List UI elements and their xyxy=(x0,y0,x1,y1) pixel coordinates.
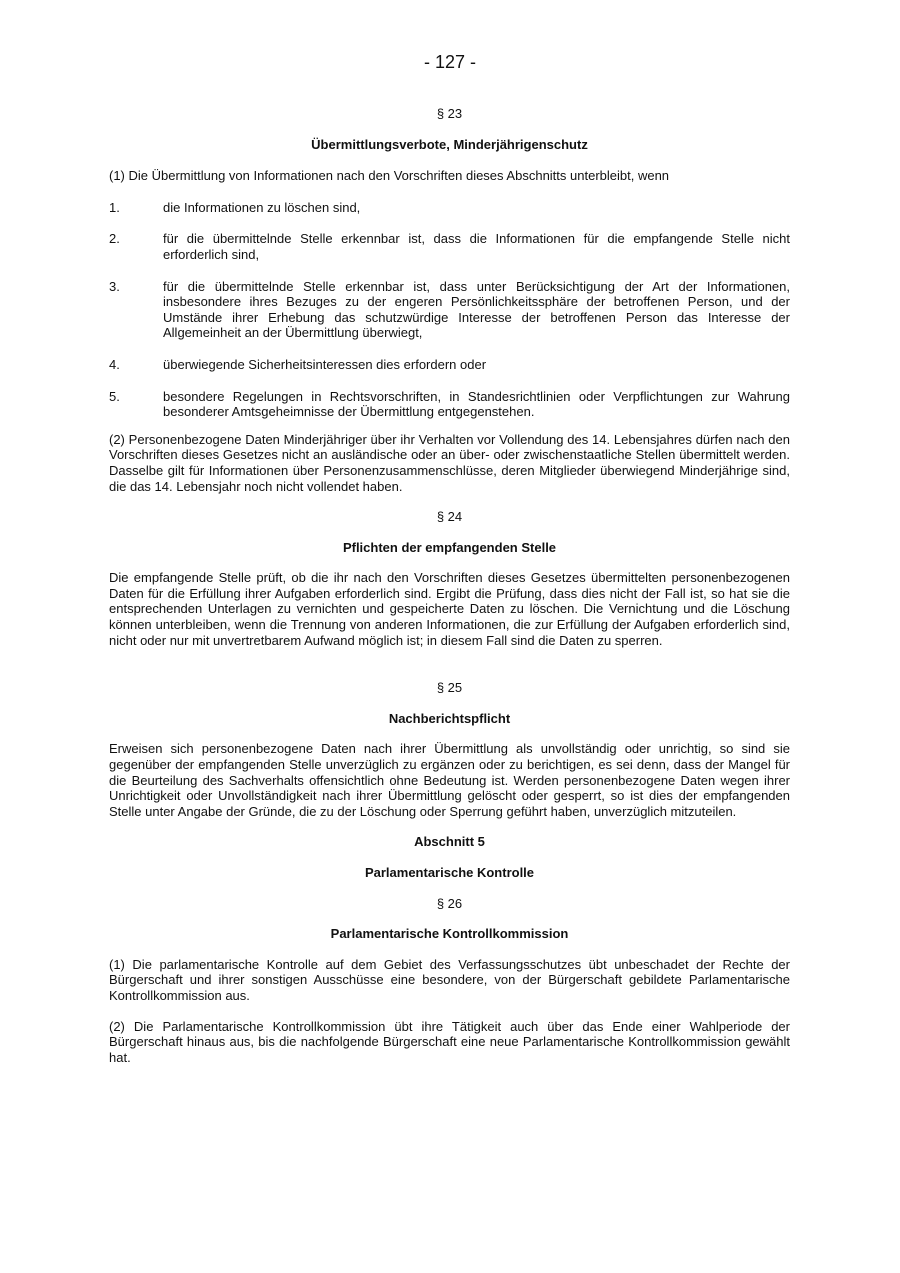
list-item-text: die Informationen zu löschen sind, xyxy=(163,199,361,215)
section-26-paragraph-2: (2) Die Parlamentarische Kontrollkommission übt ihre Tätigkeit auch über das Ende einer Wahlperiode der Bürgerschaft hinaus aus, bis die nachfolgende Bürgerschaft eine neue Parlamentarische Kontrollkommission gewählt hat. xyxy=(109,1018,790,1065)
section-26-number: § 26 xyxy=(436,895,463,911)
list-item-number: 5. xyxy=(109,388,120,404)
chapter-label: Abschnitt 5 xyxy=(414,834,485,850)
section-26-paragraph-1: (1) Die parlamentarische Kontrolle auf dem Gebiet des Verfassungsschutzes übt unbeschadet der Rechte der Bürgerschaft und ihrer sonstigen Ausschüsse eine besondere, von der Bürgerschaft gebildete Parlamentarische Kontrollkommission aus. xyxy=(109,956,790,1003)
section-23-number: § 23 xyxy=(436,106,463,121)
list-item xyxy=(109,357,790,373)
section-25-text: Erweisen sich personenbezogene Daten nach ihrer Übermittlung als unvollständig oder unrichtig, so sind sie gegenüber der empfangenden Stelle unverzüglich zu ergänzen oder zu berichtigen, es sei denn, dass der Mangel für die Beurteilung des Sachverhalts offensichtlich ohne Bedeutung ist. Werden personenbezogene Daten wegen ihrer Unrichtigkeit oder Unvollständigkeit nach ihrer Übermittlung gelöscht oder gesperrt, so ist dies der empfangenden Stelle unter Angabe der Gründe, die zu der Löschung oder Sperrung geführt haben, unverzüglich mitzuteilen. xyxy=(109,741,790,819)
list-item xyxy=(109,389,790,420)
page-number: - 127 - xyxy=(423,52,477,72)
list-item-text: besondere Regelungen in Rechtsvorschriften, in Standesrichtlinien oder Verpflichtungen zur Wahrung besonderer Amtsgeheimnisse der Übermittlung entgegenstehen. xyxy=(163,388,790,420)
list-item-text: für die übermittelnde Stelle erkennbar ist, dass unter Berücksichtigung der Art der Informationen, insbesondere ihres Bezuges zu der engeren Persönlichkeitssphäre der betroffenen Person, und der Umstände ihrer Erhebung das schutzwürdige Interesse der betroffenen Person das Interesse der Allgemeinheit an der Übermittlung überwiegt, xyxy=(163,278,790,341)
section-25-number: § 25 xyxy=(436,680,463,696)
list-item-number: 1. xyxy=(109,199,120,215)
list-item xyxy=(109,200,790,216)
list-item-number: 4. xyxy=(109,356,120,372)
list-item xyxy=(109,279,790,341)
document-body xyxy=(109,106,790,1065)
section-26-title: Parlamentarische Kontrollkommission xyxy=(330,926,569,942)
section-23-title: Übermittlungsverbote, Minderjährigenschutz xyxy=(311,136,588,152)
section-24-text: Die empfangende Stelle prüft, ob die ihr nach den Vorschriften dieses Gesetzes übermittelten personenbezogenen Daten für die Erfüllung ihrer Aufgaben erforderlich sind. Ergibt die Prüfung, dass dies nicht der Fall ist, so hat sie die entsprechenden Unterlagen zu vernichten und gespeicherte Daten zu löschen. Die Vernichtung und die Löschung können unterbleiben, wenn die Trennung von anderen Informationen, die zur Erfüllung der Aufgaben erforderlich sind, nicht oder nur mit unvertretbarem Aufwand möglich ist; in diesem Fall sind die Daten zu sperren. xyxy=(109,570,790,648)
section-24-number: § 24 xyxy=(436,509,463,525)
chapter-title: Parlamentarische Kontrolle xyxy=(364,865,535,880)
section-25-title: Nachberichtspflicht xyxy=(388,710,511,726)
list-item-text: für die übermittelnde Stelle erkennbar ist, dass die Informationen für die empfangende Stelle nicht erforderlich sind, xyxy=(163,231,790,262)
list-item-number: 2. xyxy=(109,231,120,247)
section-24-title: Pflichten der empfangenden Stelle xyxy=(342,539,557,555)
section-23-paragraph-2: (2) Personenbezogene Daten Minderjähriger über ihr Verhalten vor Vollendung des 14. Lebensjahres dürfen nach den Vorschriften dieses Gesetzes nicht an ausländische oder an über- oder zwischenstaatliche Stellen übermittelt werden. Dasselbe gilt für Informationen über Personenzusammenschlüsse, deren Mitglieder überwiegend Minderjährige sind, die das 14. Lebensjahr noch nicht vollendet haben. xyxy=(109,431,790,494)
list-item xyxy=(109,231,790,262)
list-item-text: überwiegende Sicherheitsinteressen dies erfordern oder xyxy=(163,356,487,372)
list-item-number: 3. xyxy=(109,278,120,294)
section-23-intro: (1) Die Übermittlung von Informationen nach den Vorschriften dieses Abschnitts unterbleibt, wenn xyxy=(109,168,670,184)
